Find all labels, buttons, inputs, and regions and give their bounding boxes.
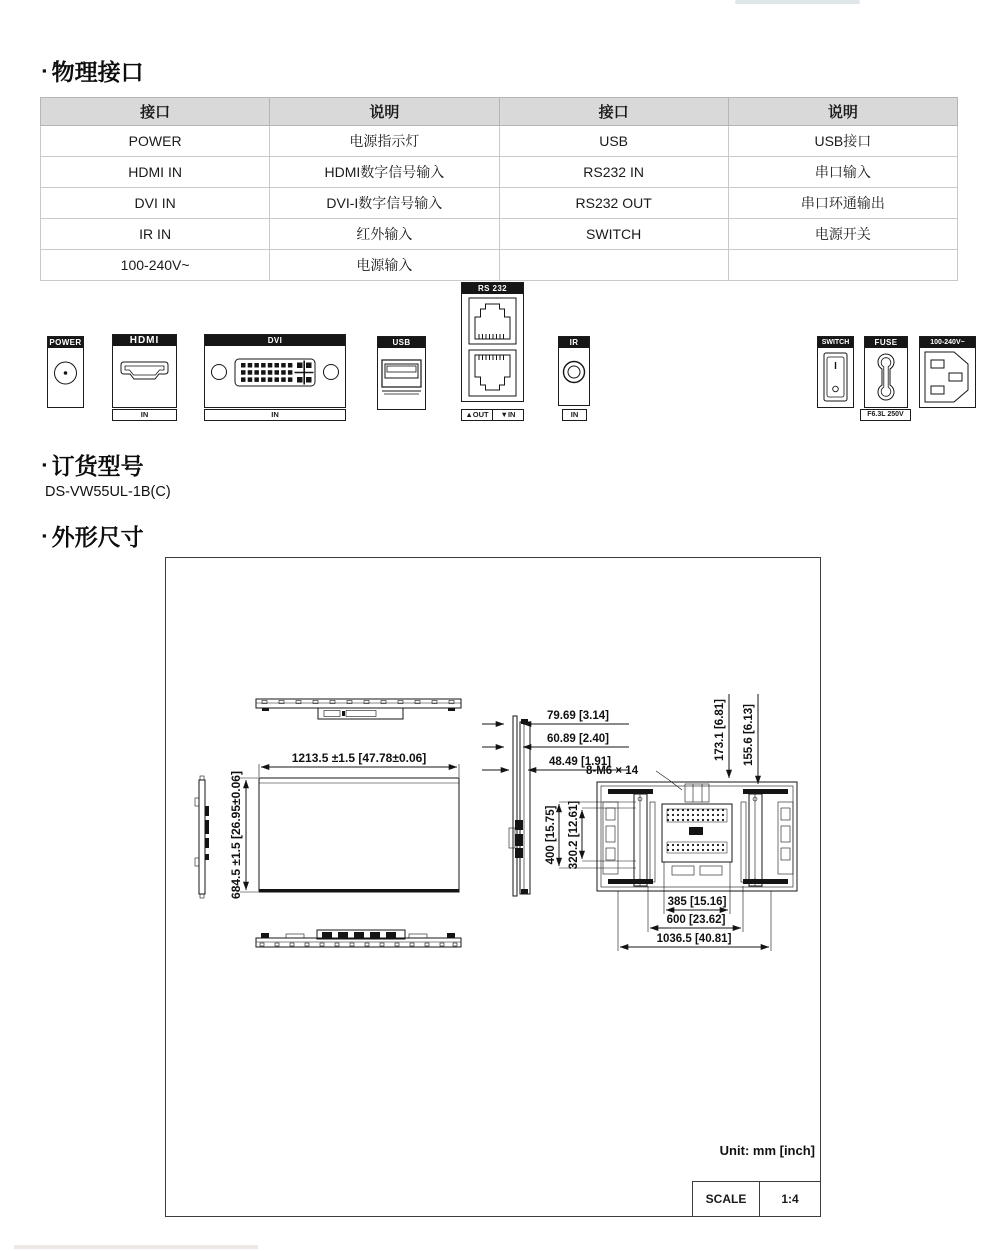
connector-usb [377,336,426,410]
table-row: POWER 电源指示灯 USB USB接口 [41,126,958,157]
svg-text:60.89 [2.40]: 60.89 [2.40] [546,733,610,745]
table-header-row [41,98,958,126]
ac-inlet-icon [920,348,975,407]
svg-text:155.6 [6.13]: 155.6 [6.13] [743,703,755,767]
bottom-view [256,930,461,947]
dvi-port-icon [205,346,345,407]
svg-text:1213.5 ±1.5 [47.78±0.06]: 1213.5 ±1.5 [47.78±0.06] [291,751,427,765]
connector-hdmi-label: HDMI [113,335,176,346]
ports-table [40,97,958,281]
table-row: DVI IN DVI-I数字信号输入 RS232 OUT 串口环通输出 [41,188,958,219]
connector-fuse-label: FUSE [865,337,907,348]
connector-ac-inlet [919,336,976,408]
table-row: HDMI IN HDMI数字信号输入 RS232 IN 串口输入 [41,157,958,188]
top-view [256,699,461,719]
connector-usb-label: USB [378,337,425,348]
rs232-out-label: ▲OUT [465,410,489,419]
scale-box [692,1181,821,1217]
dim-depths [482,710,629,770]
connector-switch [817,336,854,408]
usb-port-icon [378,348,425,409]
connector-switch-label: SWITCH [818,337,853,348]
connector-power-label: POWER [49,338,82,347]
dim-overall-height [229,771,258,899]
section-title-physical-ports: ▪ 物理接口 [42,59,144,85]
connector-hdmi-direction: IN [112,409,177,421]
svg-text:8-M6 × 14: 8-M6 × 14 [586,765,639,777]
connector-hdmi [112,334,177,408]
dim-mount-vertical [545,801,636,870]
connector-ac-label: 100-240V~ [920,337,975,348]
rocker-switch-icon [818,348,853,407]
dim-rear-bottom [618,862,771,951]
connector-rs232-direction [461,409,524,421]
svg-text:173.1 [6.81]: 173.1 [6.81] [714,698,726,762]
scale-label: SCALE [693,1182,760,1216]
column-header: 说明 [728,98,957,126]
connector-rs232-label: RS 232 [462,283,523,294]
connector-ir [558,336,590,406]
svg-text:79.69 [3.14]: 79.69 [3.14] [546,710,610,722]
bullet-icon: ▪ [42,63,47,78]
svg-text:385 [15.16]: 385 [15.16] [667,896,727,908]
connector-ir-direction: IN [562,409,587,421]
cutoff-footer-artifact [14,1245,258,1249]
model-number: DS-VW55UL-1B(C) [45,484,171,500]
hdmi-port-icon [113,346,176,407]
rs232-jacks-icon [462,294,523,401]
ir-jack-icon [559,348,589,405]
connector-dvi-label: DVI [205,335,345,346]
svg-text:684.5 ±1.5 [26.95±0.06]: 684.5 ±1.5 [26.95±0.06] [229,771,243,899]
table-row: IR IN 红外输入 SWITCH 电源开关 [41,219,958,250]
power-led-icon [48,348,83,407]
svg-text:400 [15.75]: 400 [15.75] [545,805,557,865]
dimension-drawing-frame [165,557,821,1217]
dimension-drawing [166,558,820,1216]
connector-dvi [204,334,346,408]
scale-value: 1:4 [781,1192,799,1206]
connector-power [47,336,84,408]
rs232-in-label: ▼IN [492,410,523,420]
connector-dvi-direction: IN [204,409,346,421]
connector-ir-label: IR [559,337,589,348]
section-title-dimensions: ▪ 外形尺寸 [42,524,144,550]
dim-overall-width [259,751,459,777]
fuse-rating-label: F6.3L 250V [860,409,911,421]
rear-view [597,782,797,891]
svg-text:1036.5 [40.81]: 1036.5 [40.81] [656,933,732,945]
table-row: 100-240V~ 电源输入 [41,250,958,281]
dim-rear-top [714,694,758,784]
fuse-holder-icon [865,348,907,407]
cutoff-header-artifact [735,0,860,4]
svg-text:320.2 [12.61]: 320.2 [12.61] [568,800,580,870]
column-header: 接口 [499,98,728,126]
connector-rs232 [461,282,524,402]
right-side-view [509,716,530,896]
unit-note: Unit: mm [inch] [719,1143,815,1158]
column-header: 接口 [41,98,270,126]
svg-text:600 [23.62]: 600 [23.62] [666,914,726,926]
connector-fuse [864,336,908,408]
column-header: 说明 [270,98,499,126]
section-title-order-model: ▪ 订货型号 [42,453,144,479]
bullet-icon: ▪ [42,457,47,472]
bullet-icon: ▪ [42,528,47,543]
left-side-view [195,776,209,898]
svg-text:48.49 [1.91]: 48.49 [1.91] [548,756,612,768]
front-view [259,778,459,892]
